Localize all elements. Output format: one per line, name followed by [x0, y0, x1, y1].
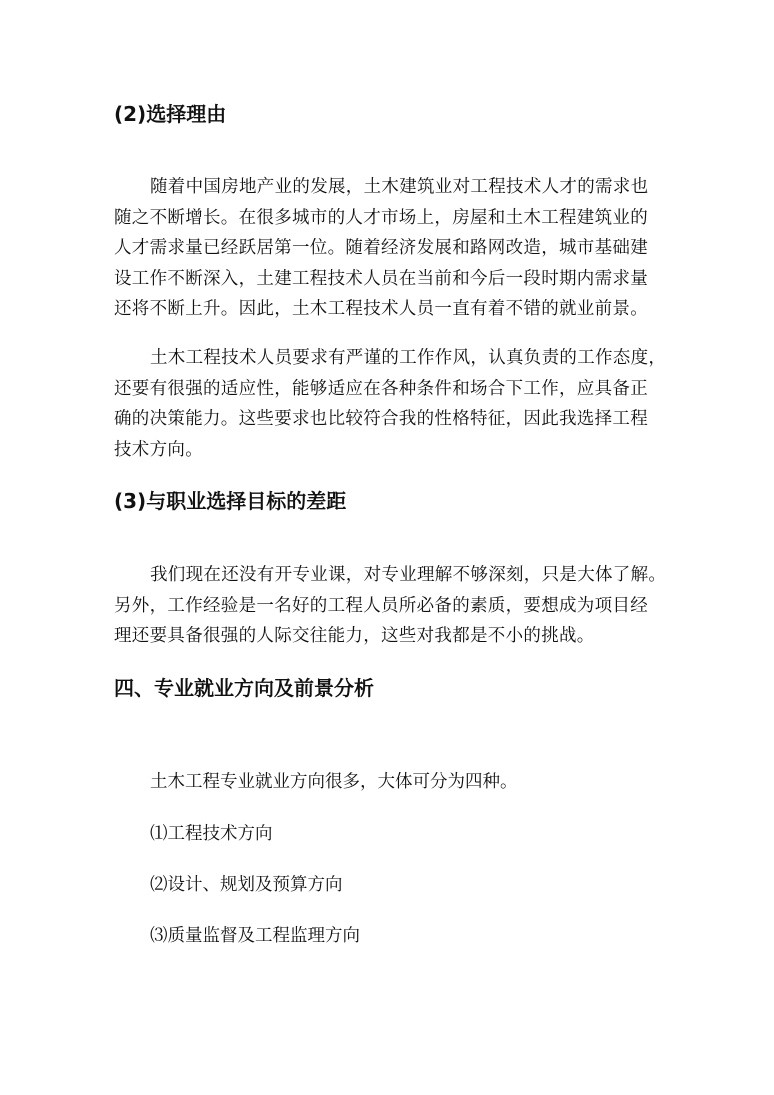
paragraph-analysis-intro: 土木工程专业就业方向很多，大体可分为四种。: [150, 772, 518, 792]
text-line: 人才需求量已经跃居第一位。随着经济发展和路网改造，城市基础建: [114, 238, 648, 258]
list-item: ⑵设计、规划及预算方向: [150, 875, 343, 895]
heading-selection-reason: (2)选择理由: [114, 102, 227, 126]
text-line: 还要有很强的适应性，能够适应在各种条件和场合下工作，应具备正: [114, 378, 648, 399]
list-item: ⑶质量监督及工程监理方向: [150, 926, 360, 946]
heading-career-gap: (3)与职业选择目标的差距: [114, 489, 347, 513]
paragraph-gap-1: [114, 560, 667, 652]
text-line: 设工作不断深入，土建工程技术人员在当前和今后一段时期内需求量: [114, 268, 648, 289]
text-line: 理还要具备很强的人际交往能力，这些对我都是不小的挑战。: [114, 626, 595, 646]
text-line: 我们现在还没有开专业课，对专业理解不够深刻，只是大体了解。: [150, 565, 667, 585]
text-line: 技术方向。: [114, 439, 203, 460]
paragraph-reason-1: [114, 172, 660, 325]
text-line: 还将不断上升。因此，土木工程技术人员一直有着不错的就业前景。: [114, 299, 648, 319]
heading-career-analysis: 四、专业就业方向及前景分析: [114, 676, 374, 700]
text-line: 另外，工作经验是一名好的工程人员所必备的素质，要想成为项目经: [114, 595, 648, 616]
text-line: 随之不断增长。在很多城市的人才市场上，房屋和土木工程建筑业的: [114, 207, 648, 228]
text-line: 土木工程技术人员要求有严谨的工作作风，认真负责的工作态度，: [150, 348, 667, 368]
list-item: ⑴工程技术方向: [150, 824, 273, 844]
text-line: 确的决策能力。这些要求也比较符合我的性格特征，因此我选择工程: [114, 409, 648, 429]
text-line: 随着中国房地产业的发展，土木建筑业对工程技术人才的需求也: [150, 177, 649, 197]
paragraph-reason-2: [114, 343, 667, 465]
